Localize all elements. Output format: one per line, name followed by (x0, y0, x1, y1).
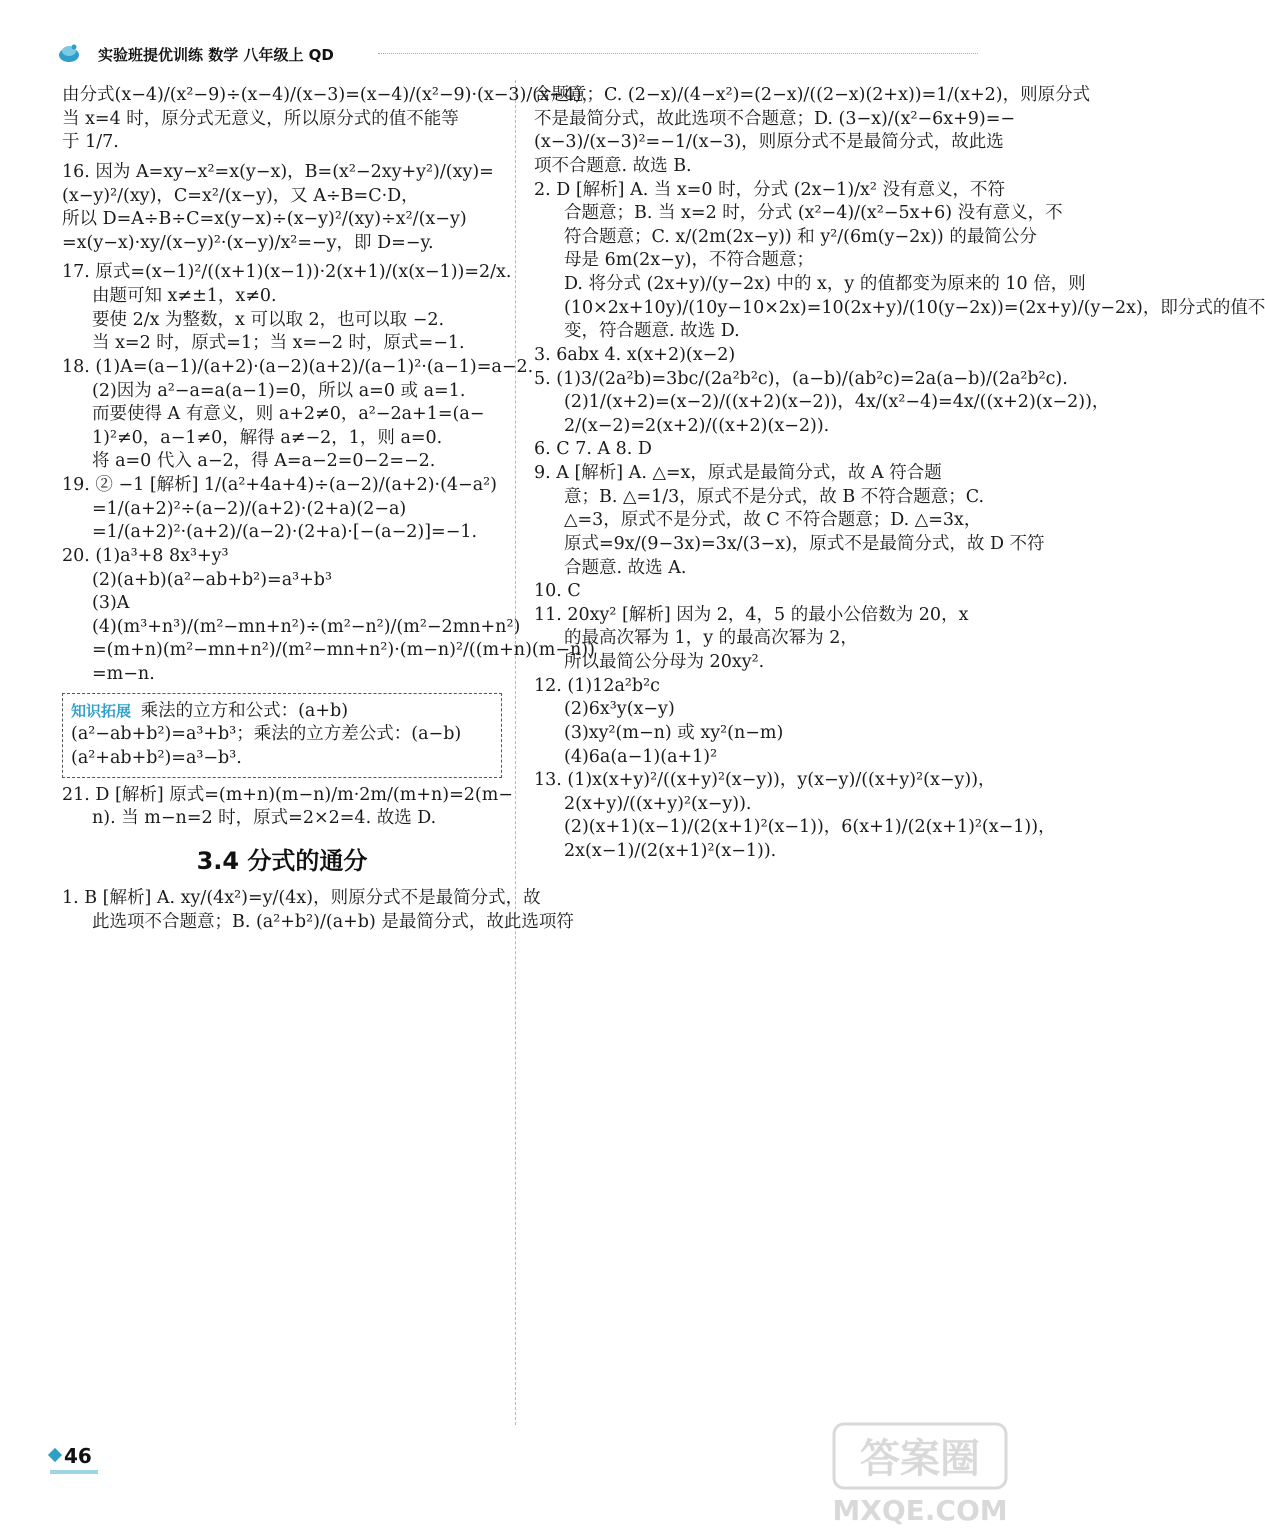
text-line: 合题意；B. 当 x=2 时，分式 (x²−4)/(x²−5x+6) 没有意义，不 (564, 203, 1063, 224)
section-title: 3.4 分式的通分 (196, 846, 368, 875)
text-line: (2)(x+1)(x−1)/(2(x+1)²(x−1))，6(x+1)/(2(x+1)²(x−1))， (564, 817, 1056, 838)
text-line: 2x(x−1)/(2(x+1)²(x−1)). (564, 841, 777, 861)
text-line: 要使 2/x 为整数，x 可以取 2，也可以取 −2. (92, 309, 445, 330)
text-line: (3)A (92, 593, 130, 614)
text-line: 2(x+y)/((x+y)²(x−y)). (564, 793, 752, 814)
answer-13: 13. (1)x(x+y)²/((x+y)²(x−y))，y(x−y)/((x+y)²(x−y))， (534, 770, 996, 791)
diamond-icon (48, 1448, 62, 1462)
text-line: (10×2x+10y)/(10y−10×2x)=10(2x+y)/(10(y−2x))=(2x+y)/(y−2x)，即分式的值不 (564, 297, 1265, 318)
text-line: △=3，原式不是分式，故 C 不符合题意；D. △=3x， (564, 510, 982, 531)
text-line: 意；B. △=1/3，原式不是分式，故 B 不符合题意；C. (564, 486, 985, 507)
text-line: 所以 D=A÷B÷C=x(y−x)÷(x−y)²/(xy)÷x²/(x−y) (62, 209, 467, 230)
text-line: (4)6a(a−1)(a+1)² (564, 746, 718, 767)
answer-11: 11. 20xy² [解析] 因为 2，4，5 的最小公倍数为 20，x (534, 604, 969, 625)
answer-2: 2. D [解析] A. 当 x=0 时，分式 (2x−1)/x² 没有意义，不符 (534, 179, 1005, 200)
text-line: =1/(a+2)²·(a+2)/(a−2)·(2+a)·[−(a−2)]=−1. (92, 522, 478, 543)
answer-19: 19. ② −1 [解析] 1/(a²+4a+4)÷(a−2)/(a+2)·(4−a²) (62, 475, 497, 495)
knowledge-box (62, 693, 502, 778)
right-column (534, 84, 1265, 864)
text-line: (2)6x³y(x−y) (564, 699, 675, 720)
answer-21: 21. D [解析] 原式=(m+n)(m−n)/m·2m/(m+n)=2(m− (62, 784, 513, 805)
text-line: 于 1/7. (62, 132, 119, 153)
text-line: 母是 6m(2x−y)，不符合题意； (564, 250, 814, 271)
text-line: 原式=9x/(9−3x)=3x/(3−x)，原式不是最简分式，故 D 不符 (564, 533, 1045, 554)
text-line: 所以最简公分母为 20xy². (564, 652, 765, 672)
answer-18: 18. (1)A=(a−1)/(a+2)·(a−2)(a+2)/(a−1)²·(a−1)=a−2. (62, 356, 534, 377)
answer-12: 12. (1)12a²b²c (534, 675, 660, 696)
answer-17: 17. 原式=(x−1)²/((x+1)(x−1))·2(x+1)/(x(x−1))=2/x. (62, 262, 512, 283)
text-line: 由分式(x−4)/(x²−9)÷(x−4)/(x−3)=(x−4)/(x²−9)·(x−3)/(x−4)， (62, 85, 600, 105)
text-line: 此选项不合题意；B. (a²+b²)/(a+b) 是最简分式，故此选项符 (92, 911, 574, 932)
page-number-badge (50, 1444, 98, 1472)
text-line: 当 x=2 时，原式=1；当 x=−2 时，原式=−1. (92, 333, 465, 354)
text-line: (2)1/(x+2)=(x−2)/((x+2)(x−2))，4x/(x²−4)=4x/((x+2)(x−2))， (564, 392, 1110, 413)
text-line: (2)(a+b)(a²−ab+b²)=a³+b³ (92, 569, 333, 590)
answer-16: 16. 因为 A=xy−x²=x(y−x)，B=(x²−2xy+y²)/(xy)= (62, 161, 494, 182)
page-number: 46 (64, 1444, 92, 1468)
text-line: (4)(m³+n³)/(m²−mn+n²)÷(m²−n²)/(m²−2mn+n²) (92, 616, 521, 637)
text-line: 而要使得 A 有意义，则 a+2≠0，a²−2a+1=(a− (92, 404, 485, 425)
text-line: 2/(x−2)=2(x+2)/((x+2)(x−2)). (564, 415, 830, 436)
text-line: 合题意；C. (2−x)/(4−x²)=(2−x)/((2−x)(2+x))=1/(x+2)，则原分式 (534, 85, 1091, 105)
answer-6-8: 6. C 7. A 8. D (534, 439, 652, 460)
book-logo-icon (58, 42, 80, 64)
knowledge-label: 知识拓展 (71, 701, 132, 720)
text-line: =(m+n)(m²−mn+n²)/(m²−mn+n²)·(m−n)²/((m+n)(m−n)) (92, 640, 595, 661)
text-line: n). 当 m−n=2 时，原式=2×2=4. 故选 D. (92, 808, 437, 829)
answer-3-4: 3. 6abx 4. x(x+2)(x−2) (534, 344, 736, 365)
text-line: 变，符合题意. 故选 D. (564, 321, 740, 342)
text-line: =1/(a+2)²÷(a−2)/(a+2)·(2+a)(2−a) (92, 498, 407, 519)
watermark-line2: MXQE.COM (832, 1494, 1008, 1527)
answer-9: 9. A [解析] A. △=x，原式是最简分式，故 A 符合题 (534, 463, 942, 483)
column-divider (515, 80, 516, 1425)
text-line: D. 将分式 (2x+y)/(y−2x) 中的 x，y 的值都变为原来的 10 倍，则 (564, 274, 1086, 294)
text-line: =x(y−x)·xy/(x−y)²·(x−y)/x²=−y，即 D=−y. (62, 232, 434, 253)
knowledge-content: 乘法的立方和公式：(a+b)(a²−ab+b²)=a³+b³；乘法的立方差公式：(a−b)(a²+ab+b²)=a³−b³. (71, 700, 462, 768)
text-line: 的最高次幂为 1，y 的最高次幂为 2， (564, 628, 858, 649)
watermark-logo-icon (830, 1420, 1010, 1530)
answer-10: 10. C (534, 581, 581, 602)
text-line: 符合题意；C. x/(2m(2x−y)) 和 y²/(6m(y−2x)) 的最简公分 (564, 226, 1037, 247)
text-line: =m−n. (92, 664, 155, 684)
text-line: 当 x=4 时，原分式无意义，所以原分式的值不能等 (62, 108, 459, 129)
text-line: 1)²≠0，a−1≠0，解得 a≠−2，1，则 a=0. (92, 427, 443, 448)
answer-20: 20. (1)a³+8 8x³+y³ (62, 545, 229, 566)
header-rule (378, 53, 978, 54)
page-header (58, 40, 988, 70)
text-line: (x−3)/(x−3)²=−1/(x−3)，则原分式不是最简分式，故此选 (534, 132, 1004, 153)
text-line: 将 a=0 代入 a−2，得 A=a−2=0−2=−2. (92, 451, 436, 472)
header-title: 实验班提优训练 数学 八年级上 QD (98, 46, 334, 64)
knowledge-text (71, 700, 493, 771)
text-line: 项不合题意. 故选 B. (534, 155, 692, 176)
answer-s1: 1. B [解析] A. xy/(4x²)=y/(4x)，则原分式不是最简分式，故 (62, 888, 541, 909)
text-line: 不是最简分式，故此选项不合题意；D. (3−x)/(x²−6x+9)=− (534, 108, 1016, 129)
text-line: (x−y)²/(xy)，C=x²/(x−y)，又 A÷B=C·D， (62, 185, 419, 206)
page-number-underline (50, 1470, 98, 1474)
text-line: 合题意. 故选 A. (564, 557, 687, 578)
answer-5: 5. (1)3/(2a²b)=3bc/(2a²b²c)，(a−b)/(ab²c)=2a(a−b)/(2a²b²c). (534, 368, 1068, 389)
text-line: (3)xy²(m−n) 或 xy²(n−m) (564, 722, 784, 743)
watermark-line1: 答案圈 (860, 1436, 980, 1482)
text-line: 由题可知 x≠±1，x≠0. (92, 286, 277, 306)
text-line: (2)因为 a²−a=a(a−1)=0，所以 a=0 或 a=1. (92, 380, 466, 401)
